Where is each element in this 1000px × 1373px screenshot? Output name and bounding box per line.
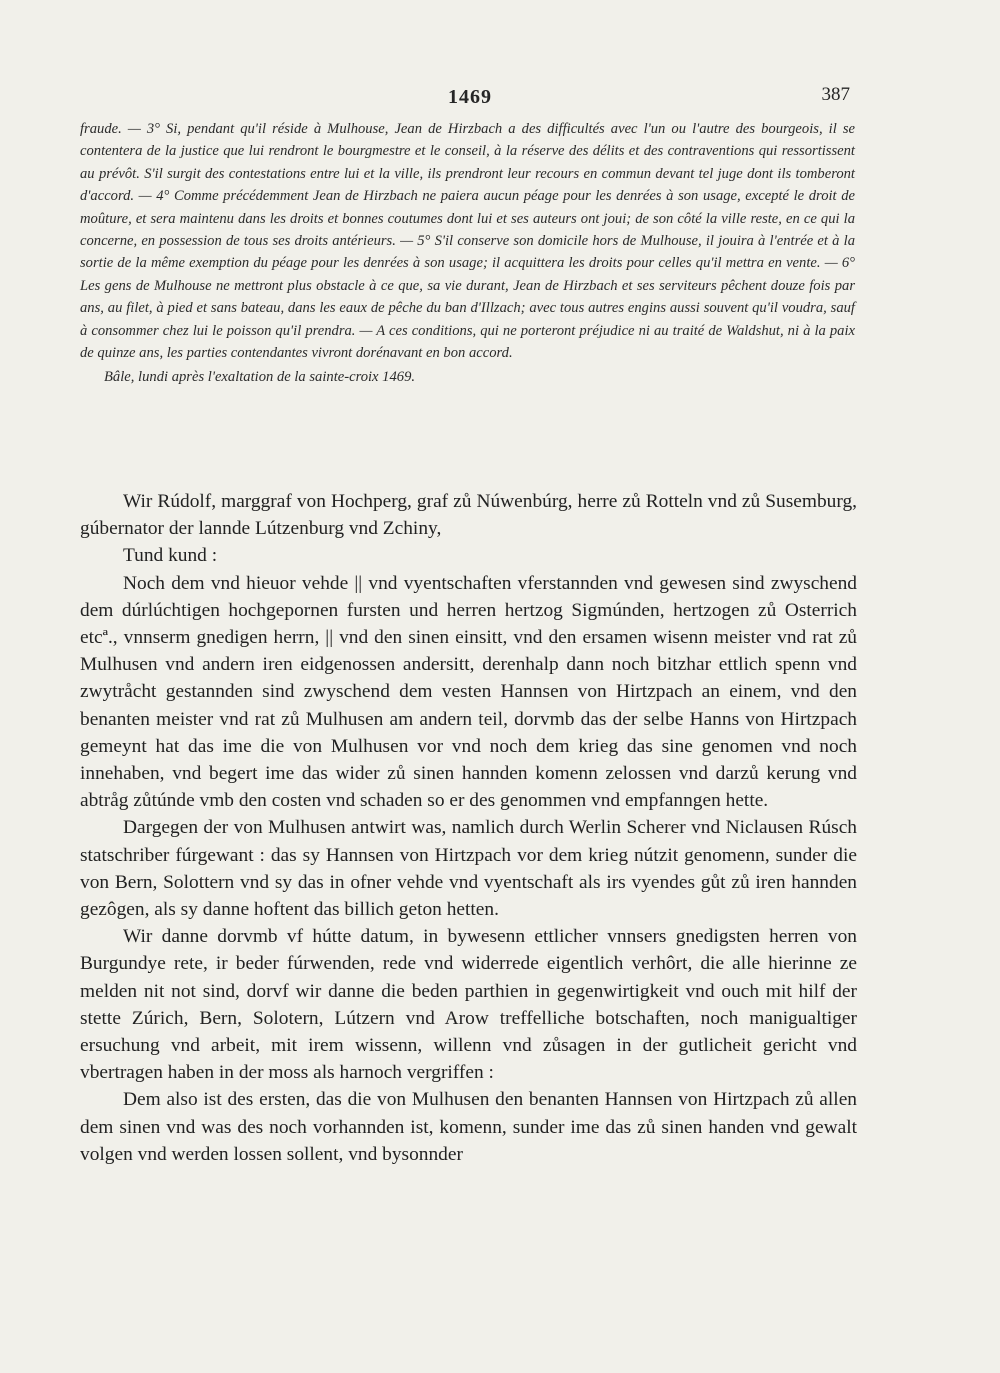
charter-paragraph-3: Wir danne dorvmb vf hútte datum, in bywesenn ettlicher vnnsers gnedigsten herren von Burgundye rete, ir beder fúrwenden, rede vnd widerrede eigentlich verhôrt, die alle hierinne ze melden nit not sind, dorvf wir danne die beden parthien in gegenwirtigkeit vnd ouch mit hilf der stette Zúrich, Bern, Solotern, Lútzern vnd Arow treffelliche botschaften, noch manigualtiger ersuchung vnd arbeit, mit irem wissenn, willenn vnd zůsagen in der gutlicheit gericht vnd vbertragen haben in der moss als harnoch vergriffen :	[80, 926, 857, 1084]
running-header-year: 1469	[448, 86, 492, 108]
summary-dateline: Bâle, lundi après l'exaltation de la sainte-croix 1469.	[104, 369, 416, 386]
charter-tund-kund: Tund kund :	[123, 545, 218, 567]
charter-intro: Wir Rúdolf, marggraf von Hochperg, graf zů Núwenbúrg, herre zů Rotteln vnd zů Susemburg, gúbernator der lannde Lútzenburg vnd Zchiny,	[80, 491, 857, 540]
charter-paragraph-4: Dem also ist des ersten, das die von Mulhusen den benanten Hannsen von Hirtzpach zů allen dem sinen vnd was des noch vorhannden ist, komenn, sunder ime das zů sinen handen vnd gewalt volgen vnd werden lossen sollent, vnd bysonnder	[80, 1089, 857, 1165]
page-number: 387	[821, 84, 850, 105]
charter-paragraph-2: Dargegen der von Mulhusen antwirt was, namlich durch Werlin Scherer vnd Niclausen Rúsch statschriber fúrgewant : das sy Hannsen von Hirtzpach vor dem krieg nútzit genomenn, sunder die von Bern, Solottern vnd sy das in ofner vehde vnd vyentschaft als irs vyendes gůt zů iren hannden gezôgen, als sy danne hoftent das billich geton hetten.	[80, 817, 857, 921]
summary-paragraph: fraude. — 3° Si, pendant qu'il réside à Mulhouse, Jean de Hirzbach a des difficultés avec l'un ou l'autre des bourgeois, il se contentera de la justice que lui rendront le bourgmestre et le conseil, à la réserve des délits et des contraventions qui ressortissent au prévôt. S'il surgit des contestations entre lui et la ville, ils prendront leur recours en commun devant tel juge dont ils tomberont d'accord. — 4° Comme précédemment Jean de Hirzbach ne paiera aucun péage pour les denrées à son usage, excepté le droit de moûture, et sera maintenu dans les droits et bonnes coutumes dont lui et ses auteurs ont joui; de son côté la ville reste, en ce qui la concerne, en possession de tous ses droits antérieurs. — 5° S'il conserve son domicile hors de Mulhouse, il jouira à l'entrée et à la sortie de la même exemption du péage pour les denrées à son usage; il acquittera les droits pour celles qu'il mettra en vente. — 6° Les gens de Mulhouse ne mettront plus obstacle à ce que, sa vie durant, Jean de Hirzbach et ses serviteurs pêchent douze fois par ans, au filet, à pied et sans bateau, dans les eaux de pêche du ban d'Illzach; avec tous autres engins aussi souvent qu'il voudra, sauf à consommer chez lui le poisson qu'il prendra. — A ces conditions, qui ne porteront préjudice ni au traité de Waldshut, ni à la paix de quinze ans, les parties contendantes vivront dorénavant en bon accord.	[80, 121, 855, 362]
charter-paragraph-1: Noch dem vnd hieuor vehde || vnd vyentschaften vferstannden vnd gewesen sind zwyschend dem dúrlúchtigen hochgepornen fursten und herren hertzog Sigmúnden, hertzogen zů Osterrich etcª., vnnserm gnedigen herrn, || vnd den sinen einsitt, vnd den ersamen wisenn meister vnd rat zů Mulhusen vnd andern iren eidgenossen andersitt, derenhalp dann noch bitzhar ettlich spenn vnd zwytråcht gestannden sind zwyschend dem vesten Hannsen von Hirtzpach an einem, vnd den benanten meister vnd rat zů Mulhusen am andern teil, dorvmb das der selbe Hanns von Hirtzpach gemeynt hat das ime die von Mulhusen vor vnd noch dem krieg das sine genomen vnd noch innehaben, vnd begert ime das wider zů sinen hannden komenn zelossen vnd darzů kerung vnd abtråg zůtúnde vmb den costen vnd schaden so er des genommen vnd empfanngen hette.	[80, 572, 857, 812]
charter-text	[80, 488, 857, 1168]
french-summary	[80, 118, 855, 389]
